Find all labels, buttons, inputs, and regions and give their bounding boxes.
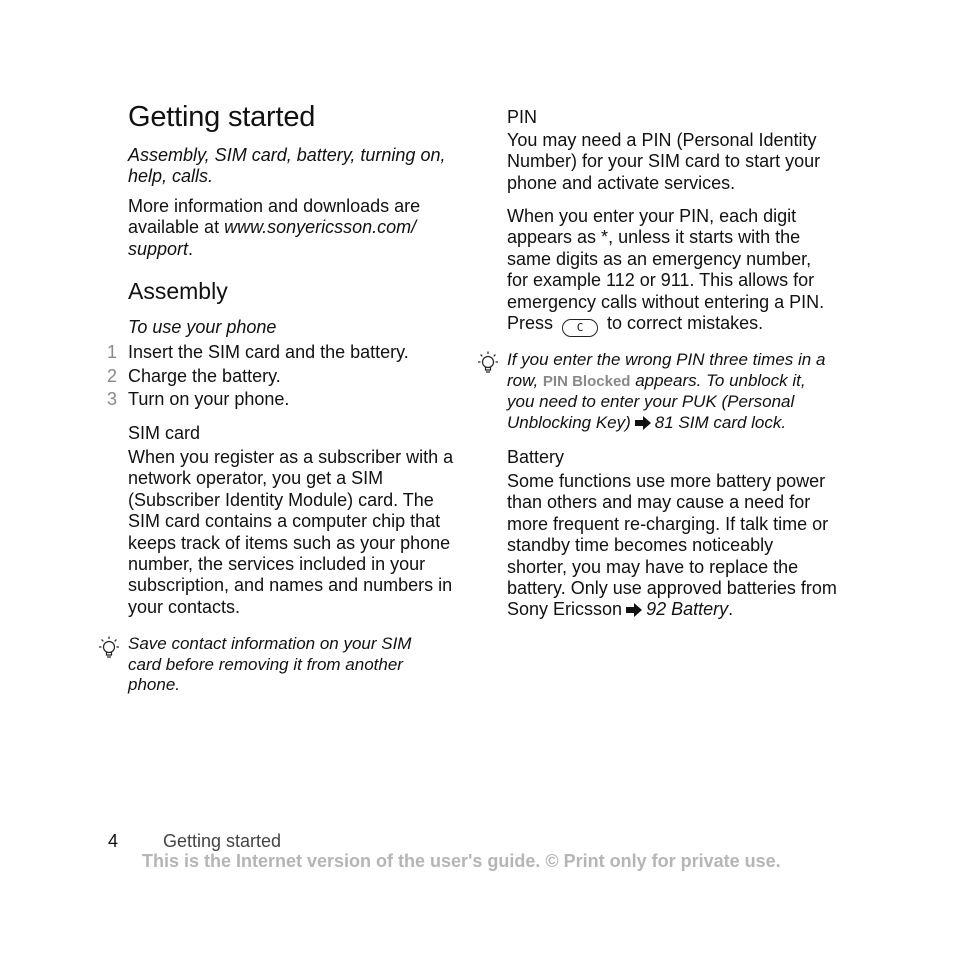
more-info-lead: More information and downloads are available at: [128, 196, 421, 238]
battery-reference: 92 Battery: [646, 599, 729, 620]
support-url: www.sonyericsson.com/ support: [128, 217, 417, 259]
step-number: 3: [107, 389, 118, 409]
pin-tip-text: [507, 350, 832, 433]
pin-text-1: You may need a PIN (Personal Identity Number) for your SIM card to start your phone and activate services.: [507, 130, 821, 193]
battery-text-body: Some functions use more battery power than others and may cause a need for more frequent re-charging. If talk time or standby time becomes noticeably shorter, you may have to replace the battery. Only use approved batteries from Sony Ericsson: [507, 471, 837, 620]
to-use-heading: To use your phone: [128, 317, 277, 337]
pin-tip-lead: If you enter the wrong PIN three times in a row,: [507, 350, 826, 390]
more-info-text: [128, 196, 448, 260]
step-number: 2: [107, 365, 118, 386]
sim-lock-reference: 81 SIM card lock.: [654, 412, 787, 432]
step-item: [107, 341, 409, 365]
page-number: 4: [108, 831, 119, 851]
pin-heading: PIN: [507, 107, 538, 127]
footer-section: Getting started: [163, 831, 282, 851]
steps-list: [107, 341, 409, 412]
step-number: 1: [107, 342, 118, 362]
battery-heading: Battery: [507, 447, 565, 467]
arrow-right-icon: [634, 416, 652, 430]
sim-card-heading: SIM card: [128, 423, 201, 443]
lightbulb-icon: [96, 635, 122, 661]
step-text: Insert the SIM card and the battery.: [128, 342, 409, 362]
arrow-right-icon: [625, 603, 643, 617]
battery-text-end: .: [728, 599, 734, 620]
more-info-end: .: [188, 238, 194, 259]
pin-blocked-term: PIN Blocked: [542, 372, 631, 390]
disclaimer: This is the Internet version of the user's guide. © Print only for private use.: [142, 851, 781, 871]
pin-text-2-end: to correct mistakes.: [607, 313, 764, 334]
sim-card-text: When you register as a subscriber with a network operator, you get a SIM (Subscriber Identity Module) card. The SIM card contains a computer chip that keeps track of items such as your phone number, the services included in your subscription, and names and numbers in your contacts.: [128, 447, 454, 617]
page-title: Getting started: [128, 101, 316, 133]
intro-text: Assembly, SIM card, battery, turning on, help, calls.: [128, 145, 446, 186]
step-text: Turn on your phone.: [128, 389, 290, 409]
pin-tip-mid: appears. To unblock it, you need to enter your PUK (Personal Unblocking Key): [507, 370, 806, 432]
c-key-icon: C: [562, 319, 598, 337]
assembly-heading: Assembly: [128, 278, 228, 304]
step-item: [107, 365, 409, 389]
battery-text: [507, 471, 837, 621]
pin-text-2: [507, 206, 837, 337]
tip-text: Save contact information on your SIM card before removing it from another phone.: [128, 634, 412, 695]
pin-text-2-lead: When you enter your PIN, each digit appears as *, unless it starts with the same digits as an emergency number, for example 112 or 911. This allows for emergency calls without entering a PIN. Press: [507, 206, 825, 334]
lightbulb-icon: [475, 350, 501, 376]
step-text: Charge the battery.: [128, 365, 281, 386]
step-item: [107, 388, 409, 412]
